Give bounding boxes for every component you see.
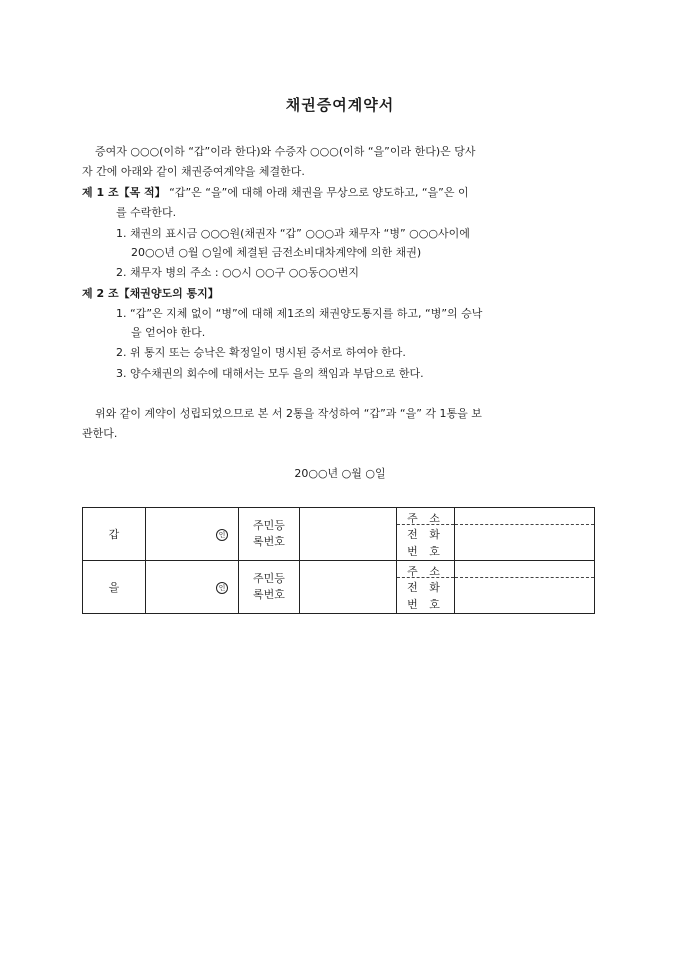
- dashed-divider: [397, 524, 454, 525]
- signature-row-eul: [83, 561, 595, 614]
- article-1-text: “갑”은 “을”에 대해 아래 채권을 무상으로 양도하고, “을”은 이: [169, 186, 469, 199]
- id-number-label: [239, 561, 300, 614]
- phone-label: 전 화: [407, 581, 444, 594]
- party-name: 을: [83, 561, 146, 614]
- phone-number-label: 번 호: [407, 598, 444, 611]
- contact-value-cell[interactable]: [455, 561, 595, 614]
- contact-label-cell: [397, 508, 455, 561]
- contact-label-cell: [397, 561, 455, 614]
- address-label: 주 소: [407, 565, 444, 578]
- dashed-divider: [455, 577, 594, 578]
- closing-line-2: 관한다.: [82, 427, 118, 440]
- article-2-item-1: 1. “갑”은 지체 없이 “병”에 대해 제1조의 채권양도통지를 하고, “병”의 승낙: [116, 307, 483, 320]
- id-label-line-2: 록번호: [253, 535, 285, 548]
- id-label-line-1: 주민등: [253, 572, 285, 585]
- dashed-divider: [455, 524, 594, 525]
- phone-number-label: 번 호: [407, 545, 444, 558]
- intro-line-1: 증여자 ○○○(이하 “갑”이라 한다)와 수증자 ○○○(이하 “을”이라 한다)은 당사: [95, 145, 476, 158]
- article-2-heading: 제 2 조【채권양도의 통지】: [82, 287, 219, 300]
- document-title: 채권증여계약서: [285, 96, 395, 114]
- article-2-item-1-cont: 을 얻어야 한다.: [131, 326, 206, 339]
- dashed-divider: [397, 577, 454, 578]
- id-number-field[interactable]: [300, 508, 397, 561]
- intro-line-2: 자 간에 아래와 같이 채권증여계약을 체결한다.: [82, 165, 305, 178]
- address-label: 주 소: [407, 512, 444, 525]
- seal-mark-icon: 인: [216, 582, 228, 594]
- article-1-item-2: 2. 채무자 병의 주소 : ○○시 ○○구 ○○동○○번지: [116, 266, 359, 279]
- id-number-field[interactable]: [300, 561, 397, 614]
- phone-label: 전 화: [407, 528, 444, 541]
- signature-table: [82, 507, 595, 614]
- signature-row-gap: [83, 508, 595, 561]
- article-2-item-2: 2. 위 통지 또는 승낙은 확정일이 명시된 증서로 하여야 한다.: [116, 346, 406, 359]
- id-label-line-1: 주민등: [253, 519, 285, 532]
- article-1: [82, 186, 469, 200]
- contact-value-cell[interactable]: [455, 508, 595, 561]
- closing-line-1: 위와 같이 계약이 성립되었으므로 본 서 2통을 작성하여 “갑”과 “을” 각 1통을 보: [95, 407, 482, 420]
- article-2-item-3: 3. 양수채권의 회수에 대해서는 모두 을의 책임과 부담으로 한다.: [116, 367, 424, 380]
- article-1-text-cont: 를 수락한다.: [116, 206, 177, 219]
- id-label-line-2: 록번호: [253, 588, 285, 601]
- article-1-item-1: 1. 채권의 표시금 ○○○원(채권자 “갑” ○○○과 채무자 “병” ○○○사이에: [116, 227, 470, 240]
- article-1-item-1-cont: 20○○년 ○월 ○일에 체결된 금전소비대차계약에 의한 채권): [131, 246, 422, 259]
- article-1-heading: 제 1 조【목 적】: [82, 186, 166, 199]
- id-number-label: [239, 508, 300, 561]
- contract-date: 20○○년 ○월 ○일: [294, 467, 386, 480]
- name-seal-cell[interactable]: [146, 561, 239, 614]
- name-seal-cell[interactable]: [146, 508, 239, 561]
- seal-mark-icon: 인: [216, 529, 228, 541]
- party-name: 갑: [83, 508, 146, 561]
